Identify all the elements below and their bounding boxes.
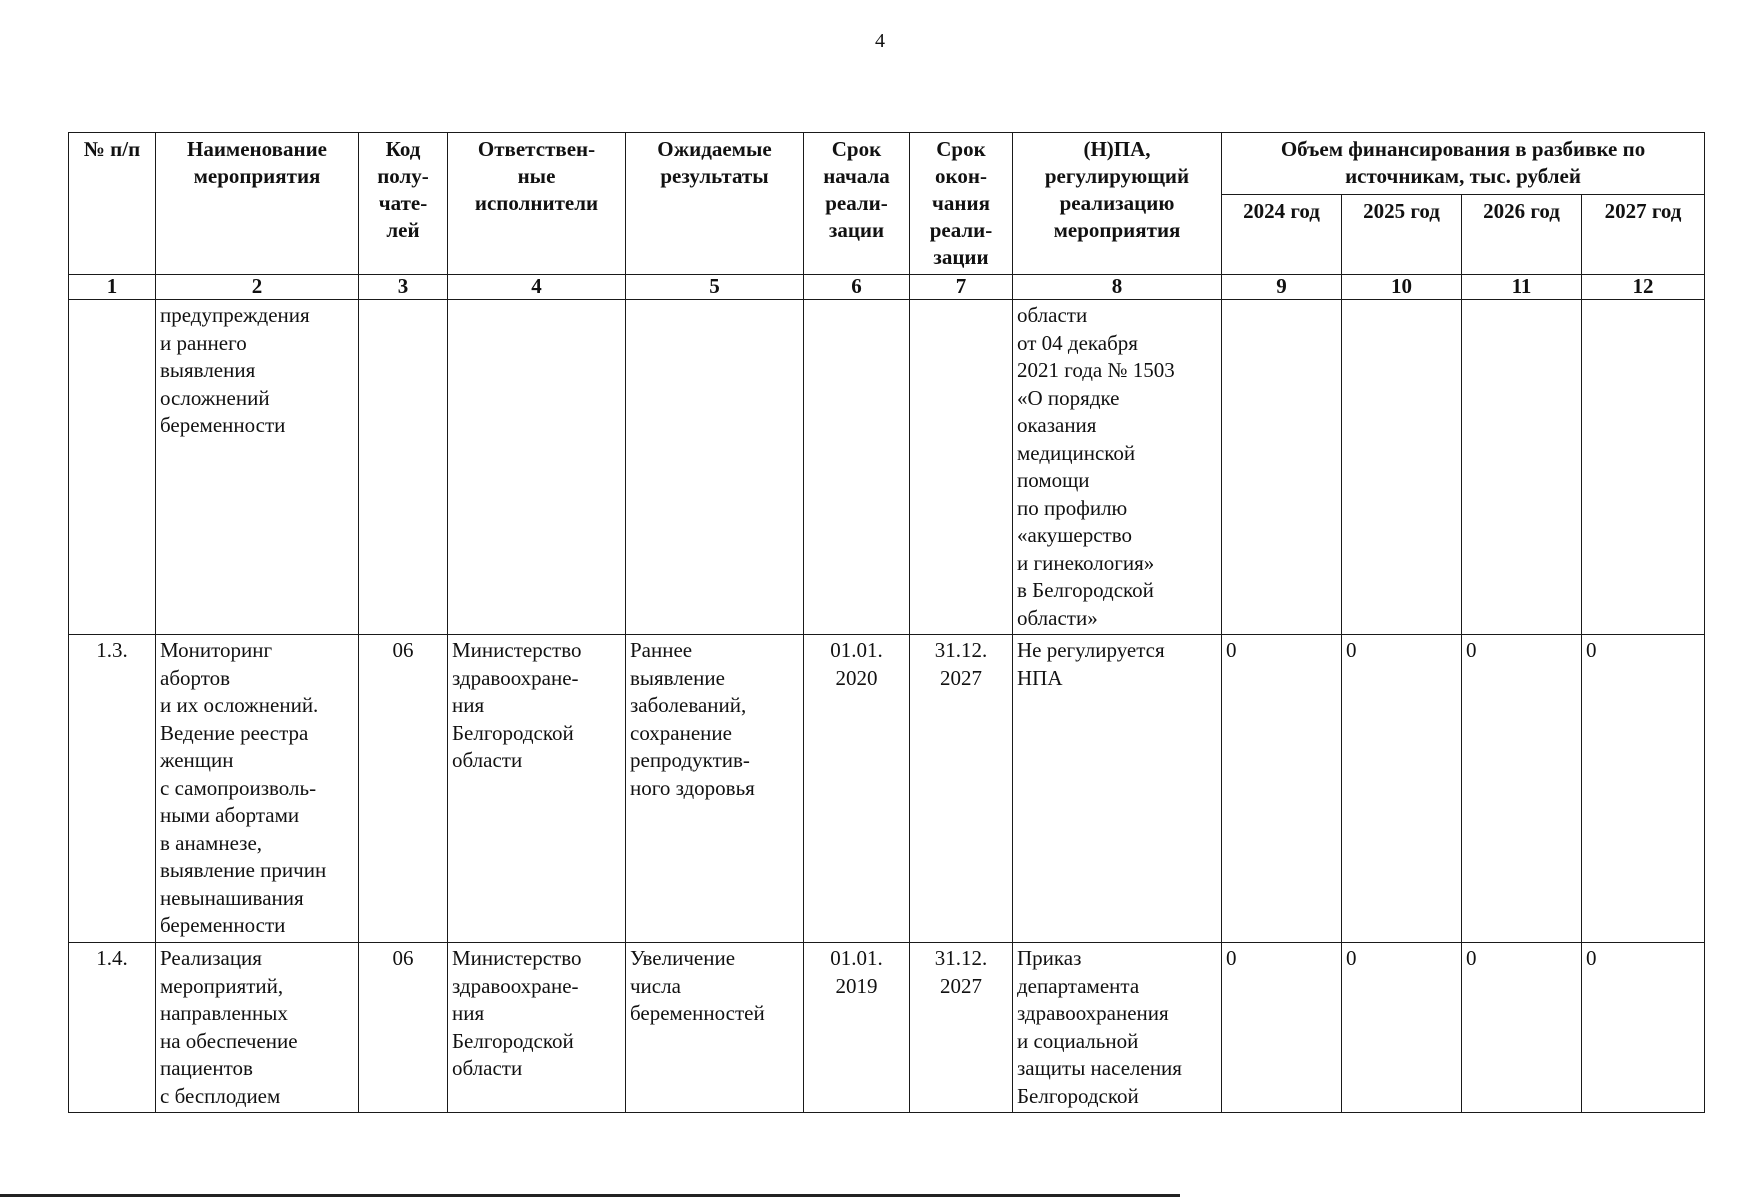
row-results [626, 300, 804, 635]
row-funding-2024: 0 [1222, 943, 1342, 1113]
row-results: Увеличение числа беременностей [626, 943, 804, 1113]
header-results: Ожидаемые результаты [626, 133, 804, 275]
column-number: 4 [448, 275, 626, 300]
row-code: 06 [359, 943, 448, 1113]
table-row [69, 943, 1705, 1113]
activities-table [68, 132, 1705, 1113]
row-responsible [448, 300, 626, 635]
column-number: 2 [156, 275, 359, 300]
header-end: Срок окон- чания реали- зации [910, 133, 1013, 275]
header-start: Срок начала реали- зации [804, 133, 910, 275]
header-year-2027: 2027 год [1582, 195, 1705, 275]
header-num: № п/п [69, 133, 156, 275]
row-funding-2024: 0 [1222, 635, 1342, 943]
row-funding-2025 [1342, 300, 1462, 635]
row-funding-2026: 0 [1462, 943, 1582, 1113]
header-name: Наименование мероприятия [156, 133, 359, 275]
header-funding: Объем финансирования в разбивке по источникам, тыс. рублей [1222, 133, 1705, 195]
row-funding-2027: 0 [1582, 943, 1705, 1113]
row-name: Мониторинг абортов и их осложнений. Ведение реестра женщин с самопроизволь- ными абортами в анамнезе, выявление причин невынашивания беременности [156, 635, 359, 943]
row-num: 1.4. [69, 943, 156, 1113]
row-responsible: Министерство здравоохране- ния Белгородской области [448, 635, 626, 943]
header-code: Код полу- чате- лей [359, 133, 448, 275]
column-number: 6 [804, 275, 910, 300]
row-responsible: Министерство здравоохране- ния Белгородской области [448, 943, 626, 1113]
row-start [804, 300, 910, 635]
table-row [69, 300, 1705, 635]
row-code: 06 [359, 635, 448, 943]
row-npa: Приказ департамента здравоохранения и социальной защиты населения Белгородской [1013, 943, 1222, 1113]
column-number: 5 [626, 275, 804, 300]
row-funding-2024 [1222, 300, 1342, 635]
row-results: Раннее выявление заболеваний, сохранение репродуктив- ного здоровья [626, 635, 804, 943]
row-code [359, 300, 448, 635]
column-number: 10 [1342, 275, 1462, 300]
row-funding-2026: 0 [1462, 635, 1582, 943]
column-number: 9 [1222, 275, 1342, 300]
row-npa: Не регулируется НПА [1013, 635, 1222, 943]
row-funding-2026 [1462, 300, 1582, 635]
row-funding-2027: 0 [1582, 635, 1705, 943]
column-number: 11 [1462, 275, 1582, 300]
row-funding-2027 [1582, 300, 1705, 635]
column-number: 12 [1582, 275, 1705, 300]
row-funding-2025: 0 [1342, 635, 1462, 943]
bottom-rule [0, 1194, 1180, 1197]
row-num: 1.3. [69, 635, 156, 943]
column-number: 3 [359, 275, 448, 300]
row-end: 31.12. 2027 [910, 943, 1013, 1113]
column-number: 7 [910, 275, 1013, 300]
header-year-2026: 2026 год [1462, 195, 1582, 275]
row-end [910, 300, 1013, 635]
row-start: 01.01. 2020 [804, 635, 910, 943]
header-npa: (Н)ПА, регулирующий реализацию мероприятия [1013, 133, 1222, 275]
column-number-row [69, 275, 1705, 300]
table-row [69, 635, 1705, 943]
row-name: Реализация мероприятий, направленных на обеспечение пациентов с бесплодием [156, 943, 359, 1113]
row-funding-2025: 0 [1342, 943, 1462, 1113]
page-number: 4 [875, 30, 885, 52]
row-name: предупреждения и раннего выявления осложнений беременности [156, 300, 359, 635]
header-year-2025: 2025 год [1342, 195, 1462, 275]
row-end: 31.12. 2027 [910, 635, 1013, 943]
row-start: 01.01. 2019 [804, 943, 910, 1113]
column-number: 1 [69, 275, 156, 300]
header-responsible: Ответствен- ные исполнители [448, 133, 626, 275]
header-year-2024: 2024 год [1222, 195, 1342, 275]
row-npa: области от 04 декабря 2021 года № 1503 «О порядке оказания медицинской помощи по профилю «акушерство и гинекология» в Белгородской области» [1013, 300, 1222, 635]
row-num [69, 300, 156, 635]
column-number: 8 [1013, 275, 1222, 300]
